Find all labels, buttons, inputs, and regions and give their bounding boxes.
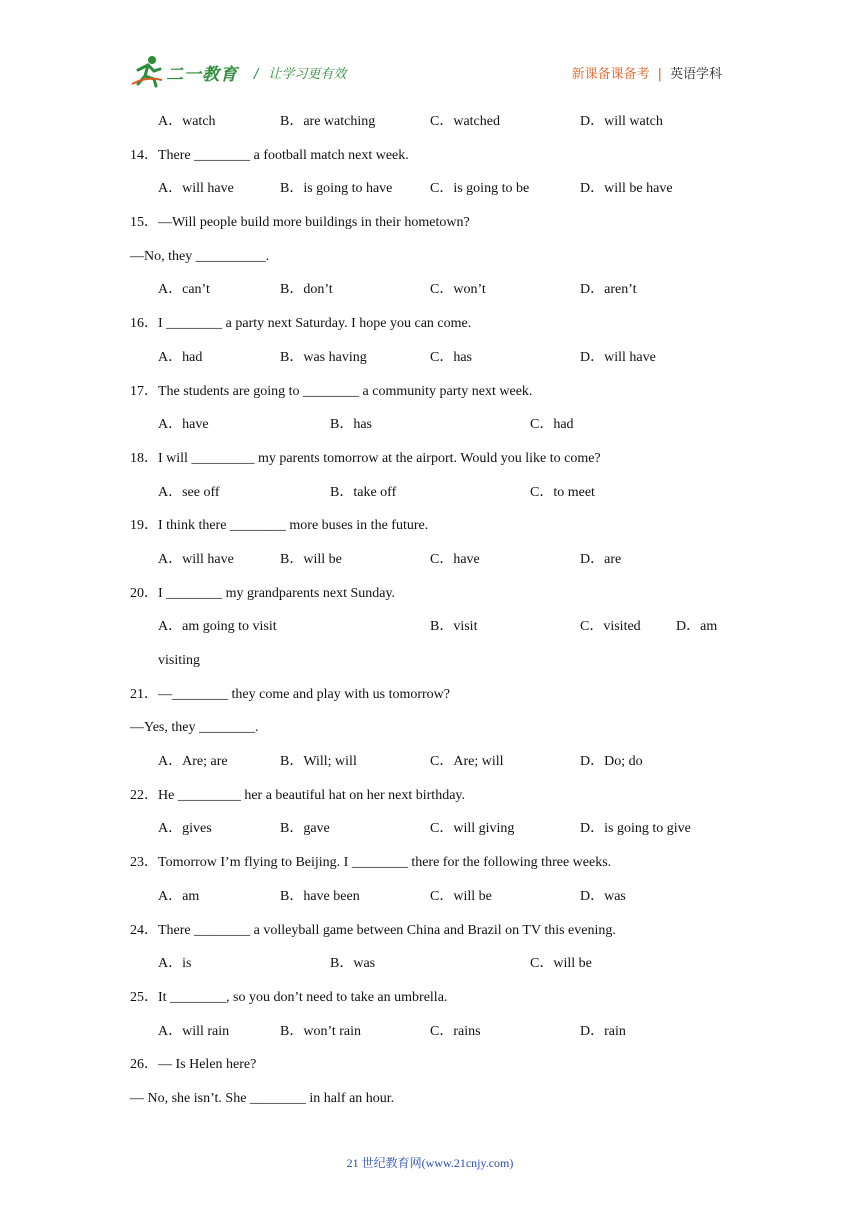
answer-option: C．rains xyxy=(430,1023,481,1039)
question-line xyxy=(130,917,730,951)
answer-option: A．can’t xyxy=(158,282,210,298)
header-course-label: 新课备课备考 xyxy=(571,67,650,82)
question-text: 25．It ________, so you don’t need to take an umbrella. xyxy=(130,989,448,1005)
question-line xyxy=(130,512,730,546)
answer-option: B．is going to have xyxy=(280,181,393,197)
answer-option: A．had xyxy=(158,349,203,365)
options-row xyxy=(130,613,730,647)
question-line xyxy=(130,142,730,176)
question-line xyxy=(130,445,730,479)
answer-option: D．will watch xyxy=(580,114,663,129)
answer-option: A．am going to visit xyxy=(158,619,277,635)
answer-option: C．had xyxy=(530,417,574,433)
question-line xyxy=(130,243,730,277)
answer-option: C．is going to be xyxy=(430,181,530,197)
answer-option: B．will be xyxy=(280,551,342,567)
answer-option: B．won’t rain xyxy=(280,1023,362,1039)
question-line xyxy=(130,378,730,412)
options-row xyxy=(130,546,730,580)
question-line xyxy=(130,681,730,715)
answer-option: C．visited xyxy=(580,619,641,635)
logo-runner-icon xyxy=(130,54,164,88)
answer-option: B．don’t xyxy=(280,282,333,298)
slogan-text: 让学习更有效 xyxy=(268,67,347,82)
answer-option: C．have xyxy=(430,551,480,567)
answer-option: D．aren’t xyxy=(580,282,637,298)
answer-option: B．are watching xyxy=(280,114,376,129)
answer-option: B．was xyxy=(330,956,376,972)
header-separator: | xyxy=(657,67,662,82)
answer-option: C．Are; will xyxy=(430,754,504,770)
options-row xyxy=(130,108,730,142)
options-row xyxy=(130,748,730,782)
answer-option: B．take off xyxy=(330,484,397,500)
question-line xyxy=(130,849,730,883)
answer-option: C．watched xyxy=(430,114,500,129)
answer-option: C．won’t xyxy=(430,282,486,298)
question-text: —Yes, they ________. xyxy=(130,720,259,736)
answer-option: C．has xyxy=(430,349,472,365)
answer-option: C．to meet xyxy=(530,484,595,500)
answer-option: D．is going to give xyxy=(580,821,691,837)
question-text: 19．I think there ________ more buses in the future. xyxy=(130,518,429,534)
options-row xyxy=(130,950,730,984)
question-line xyxy=(130,984,730,1018)
answer-option: B．visit xyxy=(430,619,478,635)
slogan-slash: / xyxy=(254,67,259,82)
answer-option: A．see off xyxy=(158,484,220,500)
answer-option: B．has xyxy=(330,417,372,433)
logo-text: 二一教育 xyxy=(166,65,238,85)
question-text: 18．I will _________ my parents tomorrow at the airport. Would you like to come? xyxy=(130,450,601,466)
answer-option: D．am xyxy=(676,619,718,635)
question-text: 21．—________ they come and play with us tomorrow? xyxy=(130,686,451,702)
header-subject-label: 英语学科 xyxy=(669,67,722,82)
question-line xyxy=(130,580,730,614)
answer-option: A．will rain xyxy=(158,1023,230,1039)
question-text: 20．I ________ my grandparents next Sunday. xyxy=(130,585,396,601)
answer-option: B．have been xyxy=(280,888,360,904)
answer-option: A．watch xyxy=(158,114,216,129)
question-text: 23．Tomorrow I’m flying to Beijing. I ________ there for the following three weeks. xyxy=(130,855,612,871)
question-line xyxy=(130,782,730,816)
slogan xyxy=(254,63,346,82)
question-text: 22．He _________ her a beautiful hat on her next birthday. xyxy=(130,787,466,803)
answer-option: A．is xyxy=(158,956,192,972)
answer-option: B．Will; will xyxy=(280,754,357,770)
question-text: 15．—Will people build more buildings in their hometown? xyxy=(130,215,470,231)
question-text: 16．I ________ a party next Saturday. I hope you can come. xyxy=(130,316,472,332)
page-header xyxy=(128,54,728,90)
answer-option: D．are xyxy=(580,551,622,567)
answer-option: A．gives xyxy=(158,821,212,837)
question-text: —No, they __________. xyxy=(130,248,270,264)
answer-option: D．will be have xyxy=(580,181,673,197)
answer-option: A．will have xyxy=(158,551,234,567)
answer-option: D．rain xyxy=(580,1023,626,1039)
question-line xyxy=(130,1085,730,1119)
page-footer: 21 世纪教育网(www.21cnjy.com) xyxy=(346,1156,514,1170)
header-subject xyxy=(572,63,722,82)
question-text: 24．There ________ a volleyball game between China and Brazil on TV this evening. xyxy=(130,922,616,938)
answer-option: A．have xyxy=(158,417,209,433)
answer-option: B．gave xyxy=(280,821,330,837)
question-line xyxy=(130,714,730,748)
question-line xyxy=(130,1051,730,1085)
question-text: — No, she isn’t. She ________ in half an hour. xyxy=(130,1090,395,1106)
question-line xyxy=(130,310,730,344)
options-row xyxy=(130,276,730,310)
options-row xyxy=(130,883,730,917)
options-row xyxy=(130,1018,730,1052)
answer-option: B．was having xyxy=(280,349,367,365)
options-row xyxy=(130,411,730,445)
option-text-continued: visiting xyxy=(158,653,201,668)
answer-option: A．am xyxy=(158,888,200,904)
answer-option: A．Are; are xyxy=(158,754,228,770)
question-text: 17．The students are going to ________ a community party next week. xyxy=(130,383,533,399)
answer-option: C．will be xyxy=(430,888,492,904)
options-row xyxy=(130,344,730,378)
options-row xyxy=(130,479,730,513)
answer-option: C．will giving xyxy=(430,821,515,837)
question-list xyxy=(130,108,730,1119)
options-row xyxy=(130,815,730,849)
option-continuation xyxy=(130,647,730,681)
answer-option: D．Do; do xyxy=(580,754,643,770)
options-row xyxy=(130,175,730,209)
answer-option: D．will have xyxy=(580,349,656,365)
question-text: 14．There ________ a football match next week. xyxy=(130,147,409,163)
question-text: 26．— Is Helen here? xyxy=(130,1057,257,1073)
answer-option: D．was xyxy=(580,888,626,904)
answer-option: C．will be xyxy=(530,956,592,972)
answer-option: A．will have xyxy=(158,181,234,197)
question-line xyxy=(130,209,730,243)
